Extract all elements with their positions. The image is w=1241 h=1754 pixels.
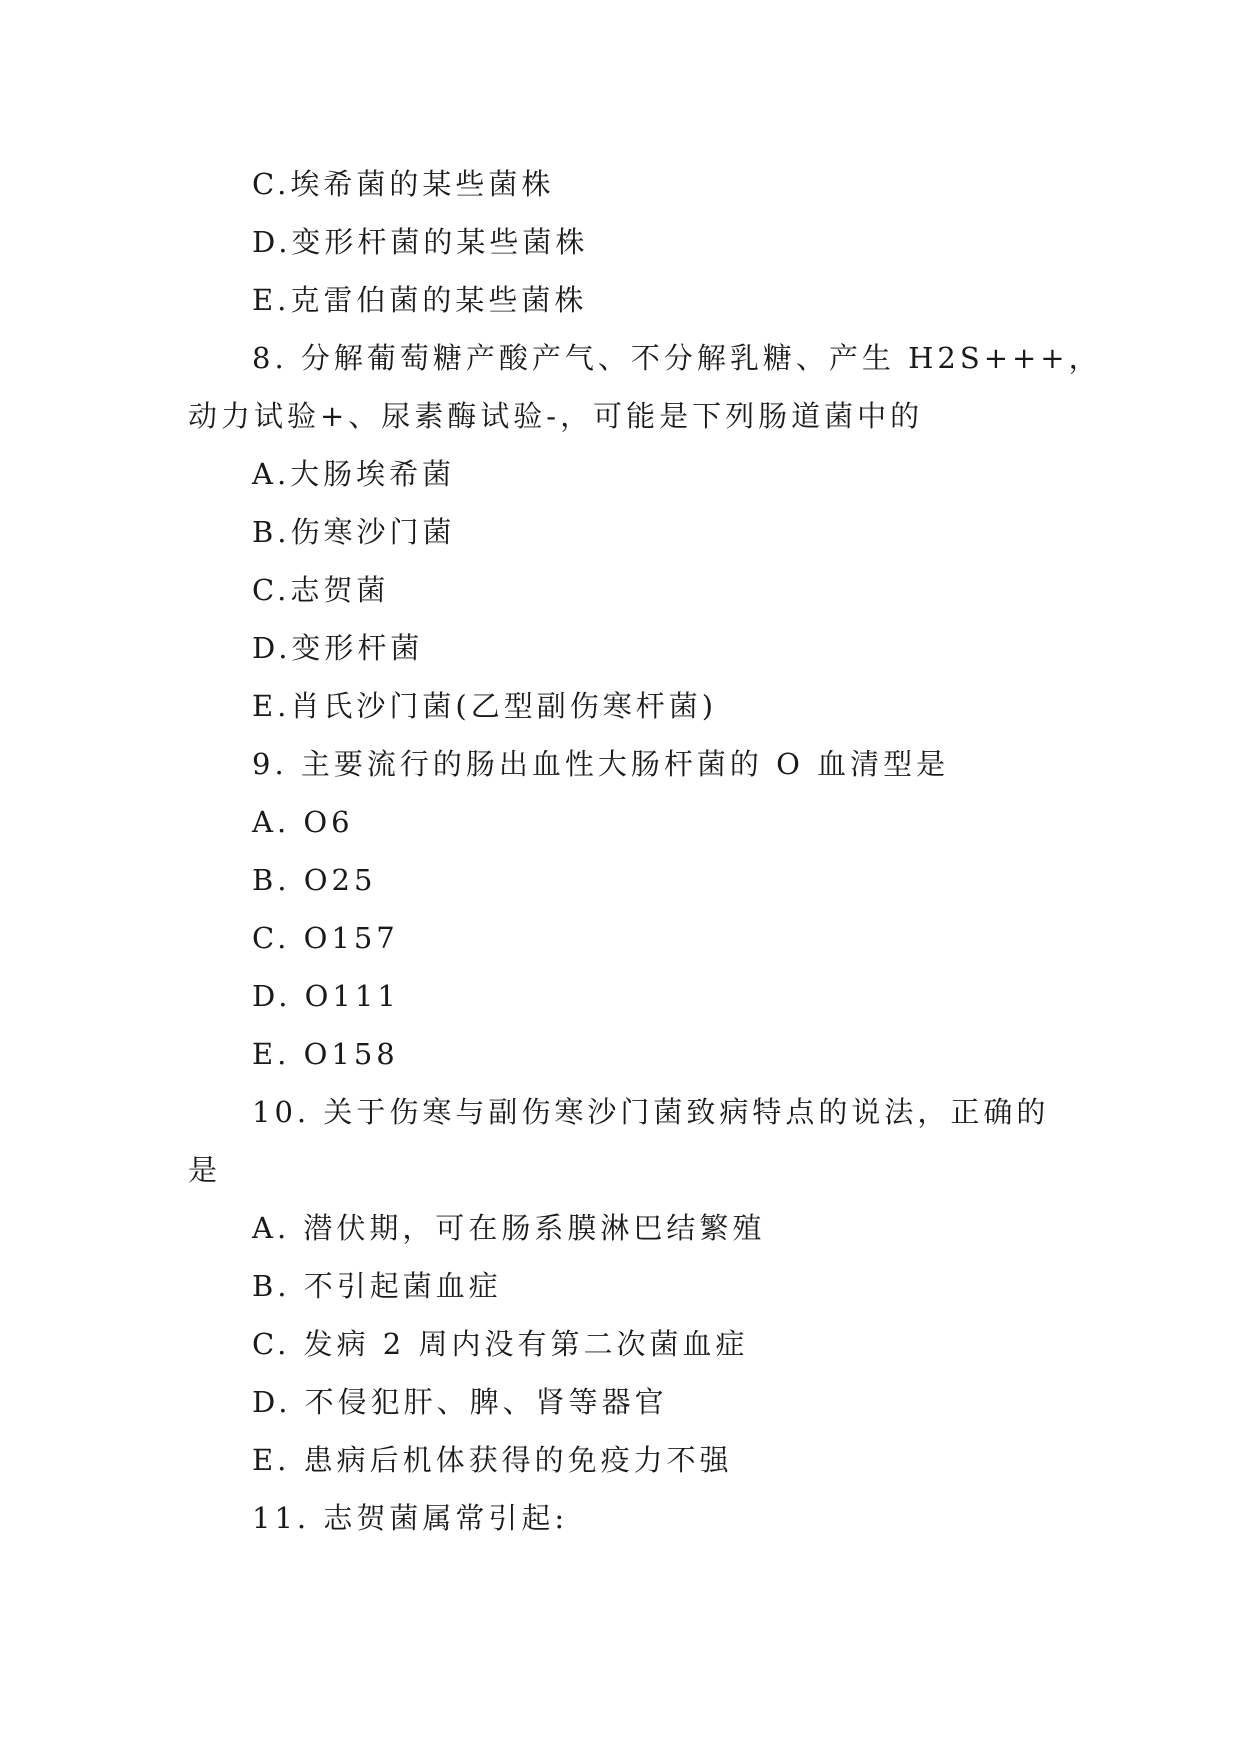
question-9-option-c: C. O157 — [252, 921, 399, 955]
question-9-option-b: B. O25 — [252, 863, 377, 897]
question-10-option-d: D. 不侵犯肝、脾、肾等器官 — [252, 1385, 668, 1419]
question-9-option-e: E. O158 — [252, 1037, 399, 1071]
question-10-option-c: C. 发病 2 周内没有第二次菌血症 — [252, 1327, 749, 1361]
option-e-line: E.克雷伯菌的某些菌株 — [252, 283, 588, 317]
question-11-stem: 11. 志贺菌属常引起: — [252, 1501, 569, 1535]
question-10-line-1: 10. 关于伤寒与副伤寒沙门菌致病特点的说法，正确的 — [252, 1095, 1050, 1129]
question-8-option-d: D.变形杆菌 — [252, 631, 424, 665]
question-9-option-a: A. O6 — [252, 805, 354, 839]
question-10-option-e: E. 患病后机体获得的免疫力不强 — [252, 1443, 733, 1477]
question-10-option-b: B. 不引起菌血症 — [252, 1269, 502, 1303]
option-d-line: D.变形杆菌的某些菌株 — [252, 225, 589, 259]
question-9-option-d: D. O111 — [252, 979, 400, 1013]
question-8-line-2: 动力试验+、尿素酶试验-，可能是下列肠道菌中的 — [188, 399, 924, 433]
question-8-option-a: A.大肠埃希菌 — [252, 457, 456, 491]
option-c-line: C.埃希菌的某些菌株 — [252, 167, 555, 201]
question-8-line-1: 8. 分解葡萄糖产酸产气、不分解乳糖、产生 H2S+++， — [252, 341, 1102, 375]
question-8-option-e: E.肖氏沙门菌(乙型副伤寒杆菌) — [252, 689, 718, 723]
question-10-option-a: A. 潜伏期，可在肠系膜淋巴结繁殖 — [252, 1211, 766, 1245]
question-8-option-b: B.伤寒沙门菌 — [252, 515, 456, 549]
question-9-stem: 9. 主要流行的肠出血性大肠杆菌的 O 血清型是 — [252, 747, 950, 781]
question-10-line-2: 是 — [188, 1153, 222, 1187]
question-8-option-c: C.志贺菌 — [252, 573, 390, 607]
